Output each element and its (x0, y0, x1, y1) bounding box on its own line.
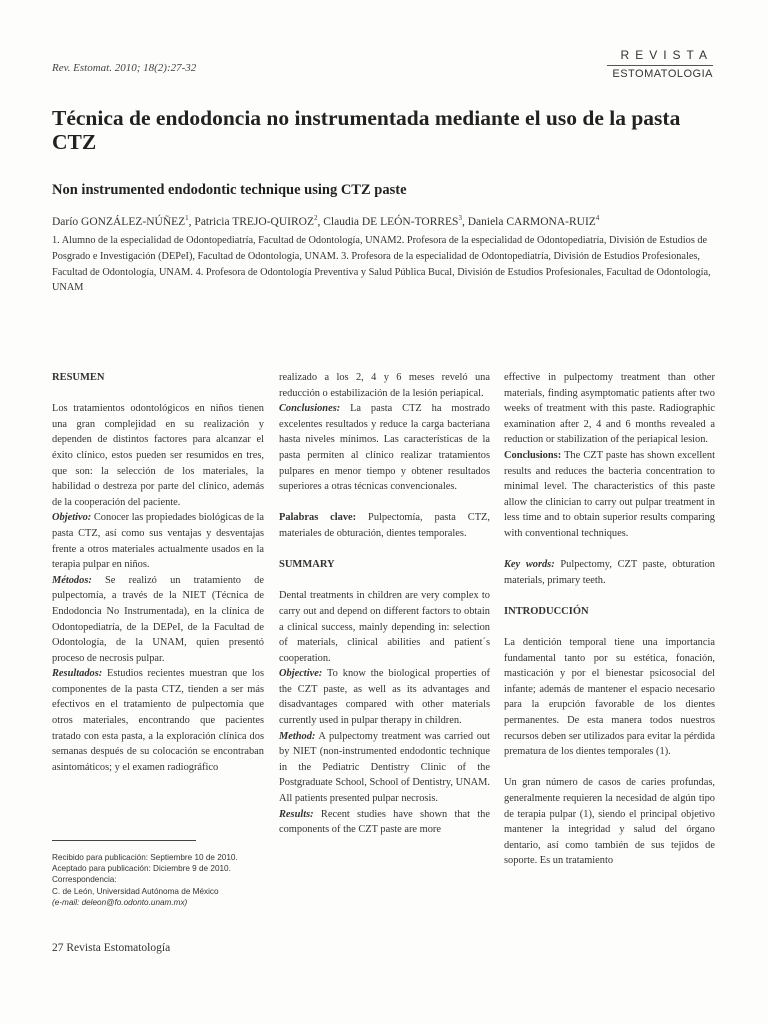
resumen-intro: Los tratamientos odontológicos en niños tienen una gran complejidad en su realización y dependen de distintos factores para alcanzar el éxito clínico, estos pueden ser resumidos en tres, que son: la selección de los materiales, la habilidad o destreza por parte del clínico, además de la cooperación del paciente. (52, 403, 264, 508)
summary-keywords (504, 557, 715, 588)
accepted-date: Aceptado para publicación: Diciembre 9 de 2010. (52, 864, 231, 874)
summary-objective (279, 666, 490, 728)
objetivo-text: Conocer las propiedades biológicas de la pasta CTZ, así como sus ventajas y desventajas frente a otros materiales actualmente usados en la terapia pulpar en niños. (52, 512, 264, 571)
palabras-clave-text: Pulpectomía, pasta CTZ, materiales de obturación, dientes temporales. (279, 512, 490, 539)
key-words-text: Pulpectomy, CZT paste, obturation materials, primary teeth. (504, 559, 715, 586)
resumen-conclusiones (279, 401, 490, 495)
journal-logo-name: ESTOMATOLOGIA (612, 68, 713, 80)
author-separator: , (461, 215, 468, 228)
resultados-label: Resultados: (52, 668, 103, 680)
key-words-label: Key words: (504, 559, 555, 571)
column-2 (279, 370, 490, 838)
author-affiliation-marker: 1 (185, 214, 189, 222)
introduccion-paragraph-1: La dentición temporal tiene una importancia fundamental tanto por su estética, fonación, masticación y por el bienestar psicosocial del infante; además de mantener el espacio necesario para la erupción favorable de los dientes permanentes. De esta manera todos nuestros recursos deben ser utilizados para evitar la pérdida prematura de los dientes temporales (1). (504, 637, 715, 758)
conclusions-text: The CZT paste has shown excellent results and reduces the bacteria concentration to minimal level. The characteristics of this paste allow the clinician to carry out pulpar treatment in less time and to obtain superior results comparing with conventional techniques. (504, 449, 715, 539)
summary-results (279, 807, 490, 838)
objetivo-label: Objetivo: (52, 512, 92, 524)
column-1 (52, 370, 264, 775)
journal-citation: Rev. Estomat. 2010; 18(2):27-32 (52, 62, 197, 74)
resumen-metodos (52, 573, 264, 667)
resumen-heading: RESUMEN (52, 372, 105, 383)
author-affiliation-marker: 3 (458, 214, 462, 222)
author-affiliations: 1. Alumno de la especialidad de Odontopediatría, Facultad de Odontología, UNAM2. Profesora de la especialidad de Odontopediatría, División de Estudios de Posgrado e Investigación (DEPeI), Facultad de Odontología, UNAM. 3. Profesora de la especialidad de Odontopediatría, División de Estudios Profesionales, Facultad de Odontología, UNAM. 4. Profesora de Odontología Preventiva y Salud Pública Bucal, División de Estudios Profesionales, Facultad de Odontología, UNAM (52, 235, 711, 294)
author-name: Darío GONZÁLEZ-NÚÑEZ (52, 215, 186, 228)
metodos-text: Se realizó un tratamiento de pulpectomía, a través de la NIET (Técnica de Endodoncia No Instrumentada), en la clínica de Odontopediatría, de la DEPeI, de la Facultad de Odontología, de la UNAM, quien presentó proceso de necrosis pulpar. (52, 574, 264, 664)
summary-intro: Dental treatments in children are very complex to carry out and depend on different factors to obtain a clinical success, mainly depending in: selection of materials, clinical abilities and patient´s cooperation. (279, 590, 490, 664)
resumen-keywords (279, 510, 490, 541)
journal-logo-divider (607, 65, 713, 66)
author-affiliation-marker: 2 (313, 214, 318, 222)
author-name: Daniela CARMONA-RUIZ (467, 215, 596, 228)
results-text: Recent studies have shown that the components of the CZT paste are more (279, 808, 490, 836)
author-name: Patricia TREJO-QUIROZ (194, 215, 314, 228)
introduccion-heading: INTRODUCCIÓN (504, 605, 589, 617)
objective-text: To know the biological properties of the CZT paste, as well as its advantages and disadvantages compared with other materials currently used in pulpar therapy in children. (279, 668, 490, 727)
author-list (52, 214, 717, 228)
correspondence-label: Correspondencia: (52, 875, 117, 885)
correspondence-email: (e-mail: deleon@fo.odonto.unam.mx) (52, 897, 188, 907)
resumen-resultados (52, 666, 264, 775)
author-affiliation-marker: 4 (595, 214, 600, 222)
summary-method (279, 729, 490, 807)
resultados-text: Estudios recientes muestran que los componentes de la pasta CTZ, tienden a ser más efectivos en el tratamiento de pulpectomía que otros materiales, encontrando que pacientes tratado con esta pasta, a la exploración clínica dos semanas después de su colocación se encontraban asintomáticos; y el examen radiográfico (52, 668, 264, 773)
objective-label: Objective: (279, 668, 323, 680)
correspondence-author: C. de León, Universidad Autónoma de México (52, 886, 219, 896)
resumen-resultados-cont: realizado a los 2, 4 y 6 meses reveló una reducción o estabilización de la lesión periapical. (279, 372, 490, 399)
summary-results-cont: effective in pulpectomy treatment than other materials, finding asymptomatic patients after two weeks of treatment with this paste. Radiographic examination after 2, 4 and 6 months revealed a reduction or stabilization of the periapical lesion. (504, 372, 715, 446)
results-label: Results: (279, 808, 314, 820)
conclusiones-text: La pasta CTZ ha mostrado excelentes resultados y reduce la carga bacteriana hasta niveles mínimos. Las características de la pasta permiten al clínico realizar tratamientos pulpares en menor tiempo y obtener resultados superiores a otras técnicas convencionales. (279, 403, 490, 493)
publication-notes (52, 852, 267, 908)
author-name: Claudia DE LEÓN-TORRES (323, 215, 459, 228)
column-3 (504, 370, 715, 869)
palabras-clave-label: Palabras clave: (279, 512, 357, 524)
introduccion-paragraph-2: Un gran número de casos de caries profundas, generalmente requieren la necesidad de algún tipo de terapia pulpar (1), siendo el principal objetivo mantener la integridad y salud del órgano dentario, así como también de sus tejidos de soporte. Es un tratamiento (504, 777, 715, 867)
method-text: A pulpectomy treatment was carried out by NIET (non-instrumented endodontic technique in the Pediatric Dentistry Clinic of the Postgraduate School, School of Dentistry, UNAM. All patients presented pulpar necrosis. (279, 730, 490, 805)
summary-conclusions (504, 448, 715, 542)
summary-heading: SUMMARY (279, 559, 335, 571)
footnote-divider (52, 840, 196, 841)
article-subtitle: Non instrumented endodontic technique using CTZ paste (52, 182, 407, 198)
metodos-label: Métodos: (52, 574, 92, 586)
resumen-objetivo (52, 510, 264, 572)
method-label: Method: (279, 730, 316, 742)
page-footer: 27 Revista Estomatología (52, 942, 171, 954)
author-separator: , (188, 215, 195, 228)
article-title: Técnica de endodoncia no instrumentada mediante el uso de la pasta CTZ (52, 106, 681, 154)
author-separator: , (317, 215, 324, 228)
conclusions-label: Conclusions: (504, 449, 562, 461)
journal-logo-word: REVISTA (620, 48, 713, 62)
received-date: Recibido para publicación: Septiembre 10 de 2010. (52, 853, 238, 862)
conclusiones-label: Conclusiones: (279, 403, 341, 415)
